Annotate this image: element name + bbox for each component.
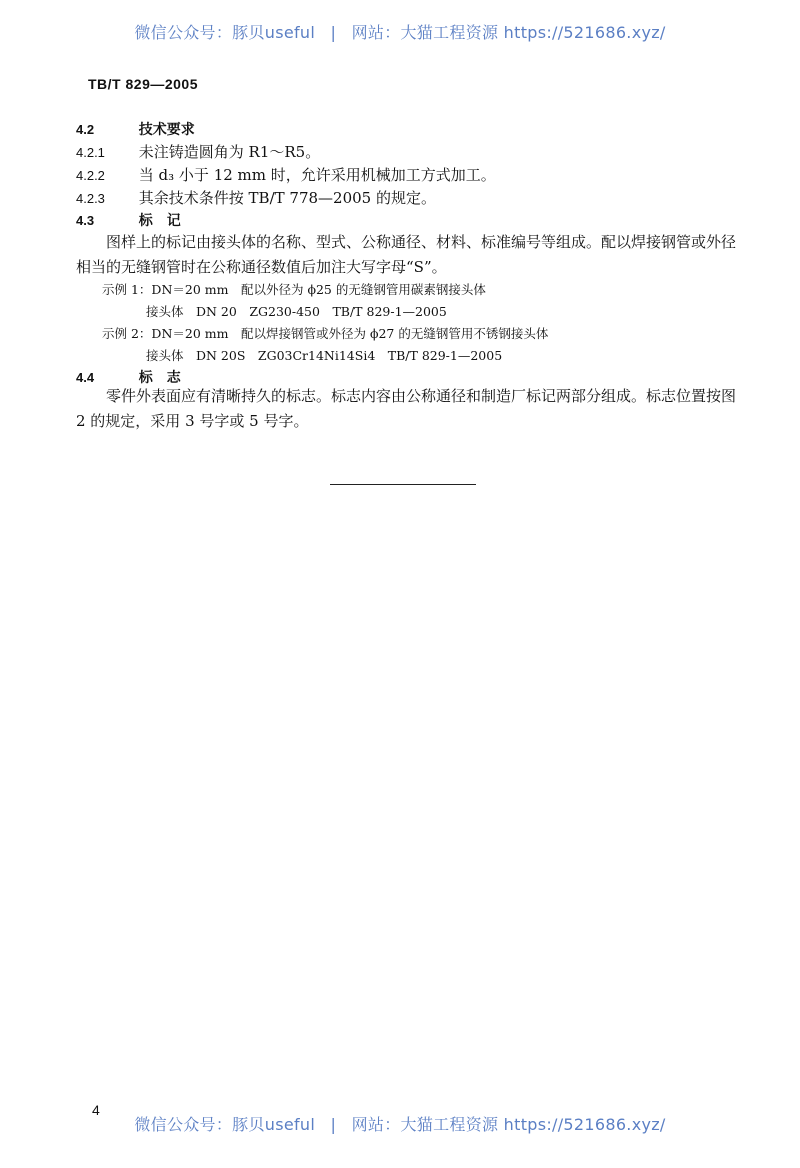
clause-4-2-3 — [76, 187, 436, 208]
section-title: 标记 — [138, 213, 195, 229]
section-4-3-paragraph: 图样上的标记由接头体的名称、型式、公称通径、材料、标准编号等组成。配以焊接钢管或外径相当的无缝钢管时在公称通径数值后加注大写字母“S”。 — [76, 233, 737, 276]
section-4-2-heading — [76, 119, 195, 139]
section-4-4-paragraph: 零件外表面应有清晰持久的标志。标志内容由公称通径和制造厂标记两部分组成。标志位置按图 2 的规定，采用 3 号字或 5 号字。 — [76, 387, 737, 430]
page-number: 4 — [92, 1102, 100, 1118]
standard-code-header: TB/T 829—2005 — [88, 76, 198, 92]
section-number: 4.4 — [76, 370, 95, 385]
clause-4-2-2 — [76, 164, 496, 185]
clause-number: 4.2.1 — [76, 145, 105, 160]
watermark-wechat: 微信公众号：豚贝useful — [134, 1115, 316, 1134]
end-rule — [330, 484, 476, 485]
example-1-line-1: 示例 1：DN＝20 mm 配以外径为 ϕ25 的无缝钢管用碳素钢接头体 — [102, 282, 486, 297]
example-2-line-2: 接头体 DN 20S ZG03Cr14Ni14Si4 TB/T 829-1—2005 — [146, 348, 503, 363]
example-2-line-1: 示例 2：DN＝20 mm 配以焊接钢管或外径为 ϕ27 的无缝钢管用不锈钢接头体 — [102, 326, 549, 341]
clause-text: 其余技术条件按 TB/T 778—2005 的规定。 — [138, 189, 436, 207]
watermark-wechat: 微信公众号：豚贝useful — [134, 23, 316, 42]
section-4-3-heading — [76, 210, 195, 230]
watermark-separator: | — [330, 1115, 337, 1134]
section-title: 技术要求 — [138, 122, 195, 138]
section-title: 标志 — [138, 370, 195, 386]
section-number: 4.3 — [76, 213, 95, 228]
example-1-line-2: 接头体 DN 20 ZG230-450 TB/T 829-1—2005 — [146, 304, 447, 319]
watermark-bottom — [0, 1112, 800, 1135]
clause-number: 4.2.3 — [76, 191, 105, 206]
watermark-site: 网站：大猫工程资源 https://521686.xyz/ — [351, 1115, 666, 1134]
clause-4-2-1 — [76, 141, 320, 162]
clause-number: 4.2.2 — [76, 168, 105, 183]
watermark-site: 网站：大猫工程资源 https://521686.xyz/ — [351, 23, 666, 42]
clause-text: 当 d₃ 小于 12 mm 时，允许采用机械加工方式加工。 — [138, 166, 496, 184]
clause-text: 未注铸造圆角为 R1～R5。 — [138, 143, 321, 161]
watermark-separator: | — [330, 23, 337, 42]
watermark-top — [0, 20, 800, 43]
section-number: 4.2 — [76, 122, 95, 137]
